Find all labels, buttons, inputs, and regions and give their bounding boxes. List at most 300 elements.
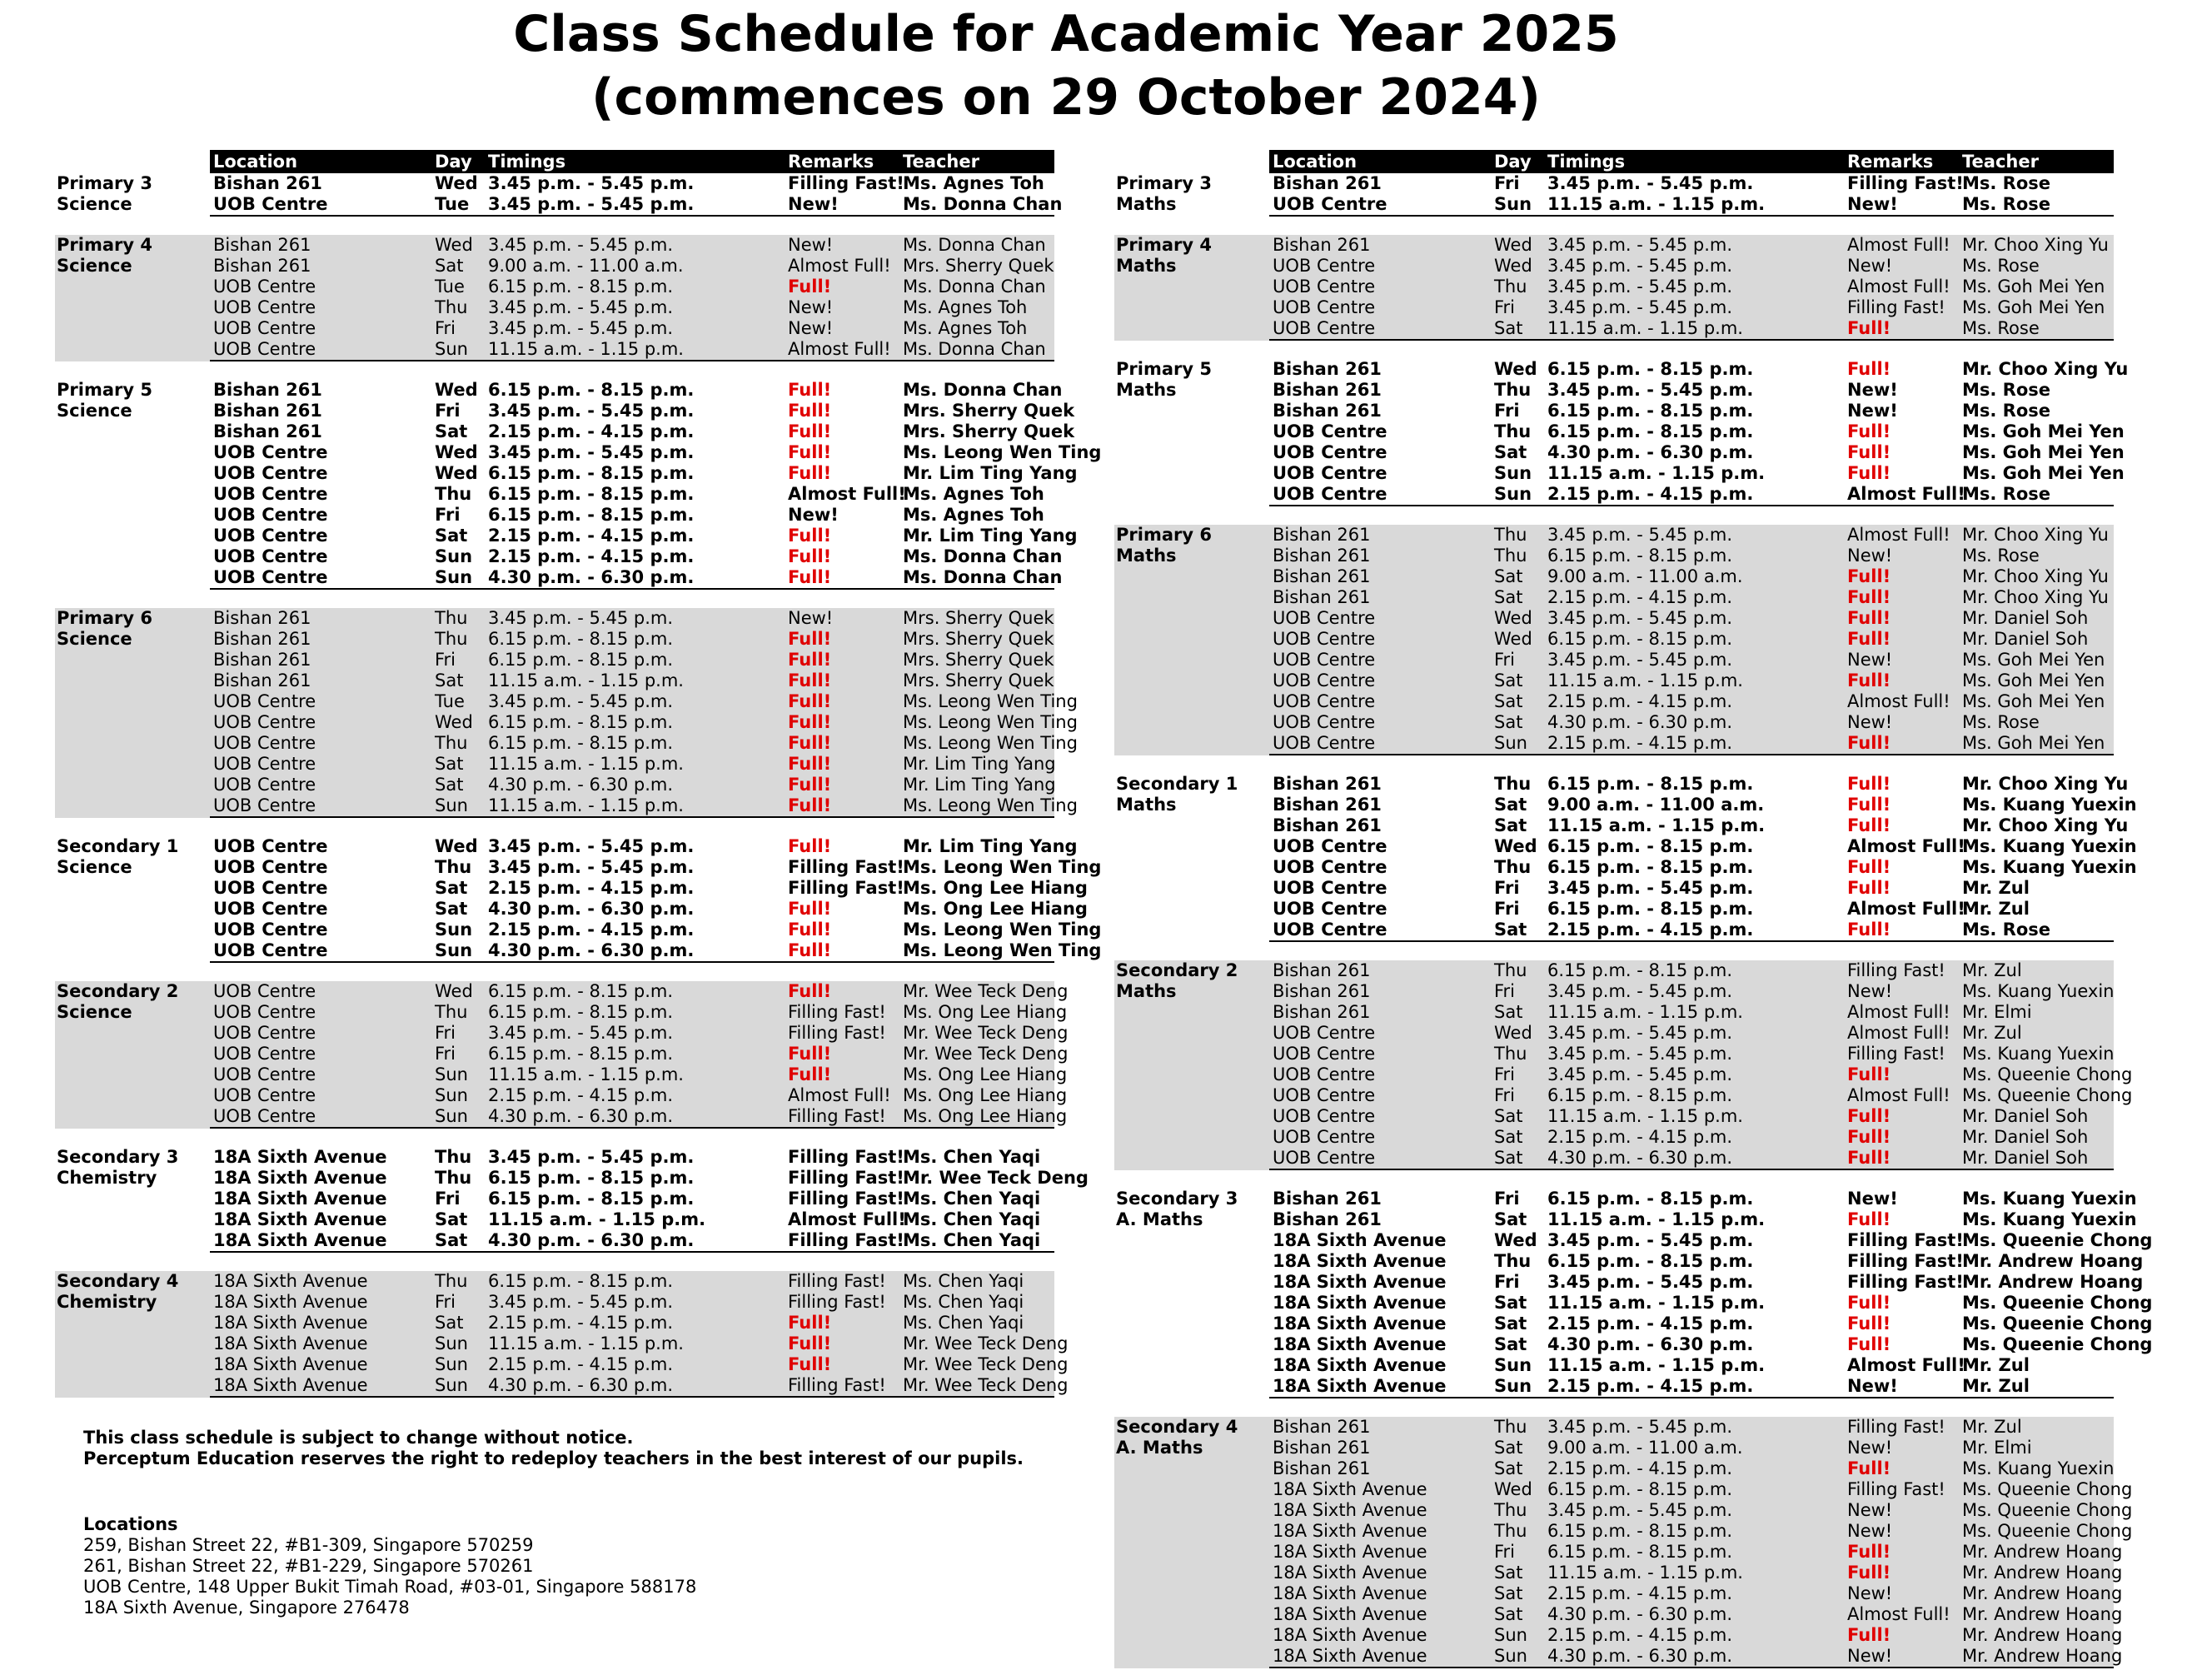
- cell-timings: 9.00 a.m. - 11.00 a.m.: [1547, 795, 1765, 815]
- cell-day: Sat: [435, 526, 468, 546]
- cell-timings: 3.45 p.m. - 5.45 p.m.: [1547, 1023, 1733, 1043]
- cell-remarks: Full!: [788, 775, 832, 795]
- table-row: [210, 1064, 1068, 1085]
- cell-day: Sat: [435, 878, 468, 898]
- cell-day: Fri: [1494, 899, 1520, 919]
- cell-day: Sat: [1494, 1127, 1523, 1147]
- cell-teacher: Ms. Rose: [1962, 256, 2040, 276]
- group-level: Secondary 3: [1116, 1189, 1238, 1209]
- cell-location: UOB Centre: [1273, 629, 1376, 649]
- cell-remarks: Full!: [788, 567, 832, 587]
- cell-day: Tue: [435, 194, 470, 214]
- cell-timings: 11.15 a.m. - 1.15 p.m.: [488, 339, 684, 359]
- group-level: Primary 4: [57, 235, 152, 255]
- cell-remarks: Full!: [1847, 1106, 1891, 1126]
- cell-teacher: Ms. Leong Wen Ting: [903, 691, 1078, 711]
- cell-timings: 3.45 p.m. - 5.45 p.m.: [1547, 878, 1754, 898]
- cell-remarks: Almost Full!: [788, 1085, 891, 1105]
- cell-remarks: Filling Fast!: [788, 1271, 886, 1291]
- cell-remarks: Full!: [1847, 421, 1891, 441]
- table-row: [210, 1292, 1054, 1313]
- cell-location: Bishan 261: [1273, 774, 1382, 794]
- cell-location: UOB Centre: [213, 1044, 316, 1064]
- table-row: [1269, 1085, 2133, 1106]
- cell-day: Thu: [1494, 960, 1527, 980]
- cell-remarks: Filling Fast!: [1847, 960, 1945, 980]
- cell-remarks: Full!: [788, 733, 832, 753]
- cell-timings: 6.15 p.m. - 8.15 p.m.: [488, 484, 695, 504]
- class-group: [1114, 525, 2197, 755]
- cell-day: Sun: [1494, 1646, 1527, 1666]
- cell-remarks: Filling Fast!: [1847, 1479, 1945, 1499]
- cell-day: Thu: [435, 1002, 468, 1022]
- cell-day: Thu: [1494, 857, 1532, 877]
- cell-location: UOB Centre: [1273, 920, 1387, 940]
- cell-teacher: Ms. Donna Chan: [903, 567, 1063, 587]
- cell-timings: 4.30 p.m. - 6.30 p.m.: [1547, 1604, 1733, 1624]
- cell-remarks: New!: [788, 608, 834, 628]
- group-label: [57, 608, 210, 650]
- cell-remarks: Full!: [788, 940, 832, 960]
- cell-location: Bishan 261: [1273, 981, 1371, 1001]
- table-row: [210, 546, 1063, 567]
- class-group: [55, 1271, 1138, 1398]
- table-row: [210, 878, 1088, 899]
- cell-location: Bishan 261: [1273, 546, 1371, 566]
- cell-remarks: Full!: [1847, 1625, 1891, 1645]
- table-row: [210, 795, 1078, 816]
- cell-remarks: Filling Fast!: [788, 1230, 904, 1250]
- cell-timings: 9.00 a.m. - 11.00 a.m.: [1547, 1438, 1743, 1458]
- cell-day: Sat: [435, 1209, 468, 1229]
- cell-remarks: Full!: [788, 671, 832, 690]
- cell-timings: 3.45 p.m. - 5.45 p.m.: [488, 1147, 695, 1167]
- cell-teacher: Ms. Leong Wen Ting: [903, 733, 1078, 753]
- cell-day: Sat: [1494, 1438, 1523, 1458]
- cell-teacher: Mr. Lim Ting Yang: [903, 836, 1078, 856]
- table-row: [1269, 691, 2114, 712]
- cell-teacher: Ms. Chen Yaqi: [903, 1313, 1024, 1333]
- table-row: [210, 691, 1078, 712]
- cell-teacher: Mr. Daniel Soh: [1962, 1127, 2089, 1147]
- cell-location: UOB Centre: [1273, 733, 1376, 753]
- cell-remarks: Filling Fast!: [788, 857, 904, 877]
- table-row: [1269, 1044, 2114, 1064]
- table-row: [210, 1209, 1054, 1230]
- table-row: [1269, 1334, 2153, 1355]
- cell-remarks: Almost Full!: [788, 1209, 906, 1229]
- cell-day: Fri: [1494, 1064, 1516, 1084]
- cell-timings: 6.15 p.m. - 8.15 p.m.: [1547, 1479, 1733, 1499]
- group-subject: A. Maths: [1116, 1438, 1203, 1458]
- group-label: [1116, 1417, 1269, 1458]
- table-row: [1269, 1148, 2114, 1169]
- cell-timings: 2.15 p.m. - 4.15 p.m.: [488, 920, 695, 940]
- cell-timings: 4.30 p.m. - 6.30 p.m.: [1547, 442, 1754, 462]
- table-row: [1269, 608, 2114, 629]
- cell-timings: 3.45 p.m. - 5.45 p.m.: [1547, 380, 1754, 400]
- cell-teacher: Ms. Queenie Chong: [1962, 1521, 2133, 1541]
- group-label: [1116, 235, 1269, 277]
- cell-day: Fri: [435, 1023, 456, 1043]
- cell-day: Sat: [1494, 1002, 1523, 1022]
- cell-timings: 3.45 p.m. - 5.45 p.m.: [488, 194, 695, 214]
- cell-teacher: Mr. Choo Xing Yu: [1962, 815, 2129, 835]
- cell-timings: 2.15 p.m. - 4.15 p.m.: [1547, 1458, 1733, 1478]
- cell-timings: 3.45 p.m. - 5.45 p.m.: [488, 401, 695, 421]
- cell-remarks: Filling Fast!: [1847, 1230, 1964, 1250]
- cell-location: 18A Sixth Avenue: [213, 1334, 368, 1353]
- cell-teacher: Ms. Kuang Yuexin: [1962, 981, 2115, 1001]
- cell-remarks: Filling Fast!: [788, 1106, 886, 1126]
- cell-day: Sun: [435, 940, 473, 960]
- cell-teacher: Ms. Queenie Chong: [1962, 1064, 2133, 1084]
- table-row: [1269, 1438, 2114, 1458]
- cell-remarks: Full!: [788, 401, 832, 421]
- cell-location: UOB Centre: [213, 567, 328, 587]
- cell-timings: 6.15 p.m. - 8.15 p.m.: [488, 733, 674, 753]
- cell-remarks: Full!: [1847, 1148, 1891, 1168]
- header-timings: Timings: [1547, 152, 1626, 172]
- group-level: Primary 5: [1116, 359, 1212, 379]
- cell-day: Fri: [435, 401, 461, 421]
- cell-remarks: Almost Full!: [1847, 691, 1950, 711]
- cell-remarks: Full!: [1847, 629, 1891, 649]
- group-rows: [210, 380, 1102, 590]
- cell-location: 18A Sixth Avenue: [213, 1230, 387, 1250]
- cell-day: Wed: [435, 712, 473, 732]
- table-row: [1269, 380, 2114, 401]
- cell-timings: 3.45 p.m. - 5.45 p.m.: [488, 836, 695, 856]
- table-row: [210, 442, 1102, 463]
- cell-day: Sat: [1494, 1209, 1527, 1229]
- cell-location: 18A Sixth Avenue: [1273, 1604, 1427, 1624]
- cell-location: 18A Sixth Avenue: [1273, 1314, 1447, 1334]
- location-address: 18A Sixth Avenue, Singapore 276478: [83, 1598, 410, 1618]
- cell-location: UOB Centre: [1273, 1064, 1376, 1084]
- cell-remarks: Full!: [1847, 733, 1891, 753]
- group-label: [57, 380, 210, 421]
- cell-location: UOB Centre: [1273, 1127, 1376, 1147]
- cell-remarks: Filling Fast!: [788, 1147, 904, 1167]
- cell-remarks: Almost Full!: [1847, 1023, 1950, 1043]
- cell-day: Sat: [1494, 795, 1527, 815]
- cell-location: UOB Centre: [1273, 277, 1376, 297]
- cell-teacher: Ms. Rose: [1962, 712, 2040, 732]
- table-row: [1269, 1064, 2133, 1085]
- cell-timings: 11.15 a.m. - 1.15 p.m.: [488, 671, 684, 690]
- table-row: [210, 526, 1078, 546]
- cell-remarks: New!: [1847, 194, 1898, 214]
- table-row: [210, 297, 1054, 318]
- cell-day: Wed: [1494, 235, 1532, 255]
- cell-day: Sat: [1494, 1604, 1523, 1624]
- cell-remarks: Full!: [788, 421, 832, 441]
- cell-timings: 2.15 p.m. - 4.15 p.m.: [1547, 484, 1754, 504]
- cell-teacher: Mr. Daniel Soh: [1962, 1148, 2089, 1168]
- cell-teacher: Mr. Choo Xing Yu: [1962, 235, 2109, 255]
- location-address: 261, Bishan Street 22, #B1-229, Singapore 570261: [83, 1556, 534, 1576]
- cell-timings: 2.15 p.m. - 4.15 p.m.: [1547, 1376, 1754, 1396]
- table-row: [1269, 484, 2114, 505]
- cell-remarks: New!: [1847, 546, 1893, 566]
- cell-day: Sun: [435, 1085, 468, 1105]
- cell-timings: 6.15 p.m. - 8.15 p.m.: [1547, 899, 1754, 919]
- cell-remarks: Full!: [788, 277, 832, 297]
- cell-day: Sat: [1494, 1563, 1523, 1583]
- cell-teacher: Ms. Leong Wen Ting: [903, 442, 1102, 462]
- cell-timings: 11.15 a.m. - 1.15 p.m.: [1547, 1563, 1743, 1583]
- table-row: [1269, 733, 2114, 754]
- cell-timings: 6.15 p.m. - 8.15 p.m.: [488, 1044, 674, 1064]
- table-row: [1269, 401, 2114, 421]
- class-group: [1114, 173, 2197, 217]
- cell-teacher: Ms. Leong Wen Ting: [903, 712, 1078, 732]
- cell-teacher: Ms. Chen Yaqi: [903, 1230, 1041, 1250]
- cell-day: Sat: [1494, 1334, 1527, 1354]
- cell-remarks: New!: [1847, 1583, 1893, 1603]
- table-row: [1269, 1542, 2123, 1563]
- table-row: [1269, 1127, 2114, 1148]
- cell-location: UOB Centre: [213, 505, 328, 525]
- class-group: [55, 173, 1138, 217]
- cell-timings: 6.15 p.m. - 8.15 p.m.: [1547, 960, 1733, 980]
- cell-remarks: New!: [788, 235, 834, 255]
- cell-day: Sun: [435, 1334, 468, 1353]
- cell-teacher: Ms. Ong Lee Hiang: [903, 1085, 1068, 1105]
- group-label: [1116, 359, 1269, 401]
- cell-teacher: Mr. Andrew Hoang: [1962, 1646, 2123, 1666]
- cell-remarks: Full!: [1847, 1563, 1891, 1583]
- cell-day: Sat: [1494, 1293, 1527, 1313]
- cell-location: UOB Centre: [213, 878, 328, 898]
- cell-location: UOB Centre: [213, 1064, 316, 1084]
- table-row: [1269, 318, 2114, 339]
- cell-teacher: Mr. Choo Xing Yu: [1962, 359, 2129, 379]
- cell-remarks: Full!: [1847, 1334, 1891, 1354]
- cell-day: Thu: [1494, 774, 1532, 794]
- table-row: [1269, 235, 2114, 256]
- cell-location: Bishan 261: [213, 235, 311, 255]
- table-row: [1269, 277, 2114, 297]
- group-rows: [210, 1271, 1069, 1398]
- cell-remarks: Full!: [788, 526, 832, 546]
- cell-remarks: Full!: [1847, 1209, 1891, 1229]
- right-schedule-table: [1114, 150, 2197, 1668]
- cell-teacher: Mr. Zul: [1962, 1355, 2030, 1375]
- cell-day: Fri: [435, 1044, 456, 1064]
- cell-timings: 11.15 a.m. - 1.15 p.m.: [488, 795, 684, 815]
- cell-location: UOB Centre: [1273, 712, 1376, 732]
- cell-day: Sat: [1494, 920, 1527, 940]
- cell-timings: 3.45 p.m. - 5.45 p.m.: [1547, 297, 1733, 317]
- class-group: [1114, 235, 2197, 341]
- cell-timings: 6.15 p.m. - 8.15 p.m.: [488, 505, 695, 525]
- cell-remarks: Full!: [788, 691, 832, 711]
- cell-remarks: Full!: [788, 920, 832, 940]
- cell-day: Thu: [435, 608, 468, 628]
- table-row: [210, 899, 1088, 920]
- table-row: [1269, 546, 2114, 566]
- cell-teacher: Mr. Lim Ting Yang: [903, 526, 1078, 546]
- cell-timings: 3.45 p.m. - 5.45 p.m.: [1547, 608, 1733, 628]
- group-rows: [210, 173, 1063, 217]
- group-subject: Science: [57, 256, 132, 276]
- cell-location: Bishan 261: [213, 173, 322, 193]
- group-rows: [1269, 173, 2114, 217]
- table-row: [210, 920, 1102, 940]
- cell-teacher: Mr. Zul: [1962, 1417, 2022, 1437]
- cell-day: Wed: [435, 836, 478, 856]
- cell-day: Sat: [1494, 1106, 1523, 1126]
- cell-day: Wed: [1494, 629, 1532, 649]
- cell-remarks: Full!: [1847, 359, 1891, 379]
- cell-timings: 6.15 p.m. - 8.15 p.m.: [488, 1271, 674, 1291]
- cell-remarks: Full!: [1847, 774, 1891, 794]
- table-row: [1269, 1293, 2153, 1314]
- notice-line: Perceptum Education reserves the right to redeploy teachers in the best interest of our pupils.: [83, 1448, 1024, 1468]
- table-row: [1269, 463, 2125, 484]
- cell-location: UOB Centre: [1273, 194, 1387, 214]
- cell-timings: 4.30 p.m. - 6.30 p.m.: [488, 899, 695, 919]
- cell-teacher: Ms. Donna Chan: [903, 235, 1046, 255]
- cell-day: Fri: [1494, 297, 1516, 317]
- cell-location: UOB Centre: [213, 1023, 316, 1043]
- cell-location: UOB Centre: [1273, 691, 1376, 711]
- cell-location: 18A Sixth Avenue: [1273, 1376, 1447, 1396]
- cell-timings: 3.45 p.m. - 5.45 p.m.: [1547, 1500, 1733, 1520]
- cell-timings: 4.30 p.m. - 6.30 p.m.: [1547, 1148, 1733, 1168]
- cell-day: Thu: [1494, 1251, 1532, 1271]
- cell-remarks: Almost Full!: [1847, 899, 1965, 919]
- cell-teacher: Ms. Ong Lee Hiang: [903, 878, 1088, 898]
- cell-day: Thu: [1494, 1044, 1527, 1064]
- cell-location: Bishan 261: [1273, 795, 1382, 815]
- cell-timings: 3.45 p.m. - 5.45 p.m.: [1547, 235, 1733, 255]
- cell-timings: 6.15 p.m. - 8.15 p.m.: [1547, 1251, 1754, 1271]
- cell-remarks: Almost Full!: [1847, 1355, 1965, 1375]
- table-row: [1269, 359, 2129, 380]
- cell-remarks: Full!: [1847, 1458, 1891, 1478]
- left-schedule-body: [55, 173, 1138, 1398]
- cell-remarks: New!: [1847, 1500, 1893, 1520]
- table-row: [210, 712, 1078, 733]
- table-row: [210, 1044, 1069, 1064]
- cell-timings: 2.15 p.m. - 4.15 p.m.: [1547, 1625, 1733, 1645]
- cell-teacher: Mrs. Sherry Quek: [903, 608, 1054, 628]
- header-remarks: Remarks: [1847, 152, 1934, 172]
- group-subject: Maths: [1116, 981, 1177, 1001]
- cell-day: Sun: [1494, 1376, 1532, 1396]
- table-row: [210, 256, 1054, 277]
- cell-timings: 4.30 p.m. - 6.30 p.m.: [488, 567, 695, 587]
- cell-day: Sat: [1494, 815, 1527, 835]
- table-row: [210, 733, 1078, 754]
- group-subject: Science: [57, 1002, 132, 1022]
- table-row: [210, 629, 1054, 650]
- cell-location: Bishan 261: [1273, 1438, 1371, 1458]
- cell-teacher: Mrs. Sherry Quek: [903, 671, 1054, 690]
- class-group: [1114, 1417, 2197, 1668]
- cell-timings: 4.30 p.m. - 6.30 p.m.: [1547, 712, 1733, 732]
- cell-teacher: Ms. Agnes Toh: [903, 484, 1044, 504]
- cell-teacher: Ms. Leong Wen Ting: [903, 920, 1102, 940]
- table-row: [1269, 981, 2114, 1002]
- table-row: [1269, 650, 2114, 671]
- cell-timings: 11.15 a.m. - 1.15 p.m.: [488, 1334, 684, 1353]
- cell-day: Fri: [435, 318, 456, 338]
- cell-timings: 9.00 a.m. - 11.00 a.m.: [488, 256, 684, 276]
- cell-remarks: New!: [1847, 712, 1893, 732]
- cell-timings: 3.45 p.m. - 5.45 p.m.: [1547, 277, 1733, 297]
- cell-timings: 6.15 p.m. - 8.15 p.m.: [1547, 1542, 1733, 1562]
- cell-teacher: Ms. Queenie Chong: [1962, 1293, 2153, 1313]
- cell-teacher: Ms. Ong Lee Hiang: [903, 1002, 1068, 1022]
- group-label: [57, 981, 210, 1023]
- cell-day: Fri: [1494, 1272, 1520, 1292]
- cell-teacher: Ms. Donna Chan: [903, 339, 1046, 359]
- table-row: [1269, 878, 2114, 899]
- cell-location: UOB Centre: [213, 691, 316, 711]
- cell-remarks: New!: [1847, 256, 1893, 276]
- cell-location: UOB Centre: [213, 1106, 316, 1126]
- cell-teacher: Mrs. Sherry Quek: [903, 401, 1075, 421]
- cell-day: Thu: [1494, 1417, 1527, 1437]
- cell-location: 18A Sixth Avenue: [1273, 1521, 1427, 1541]
- cell-day: Sun: [435, 795, 468, 815]
- cell-teacher: Ms. Donna Chan: [903, 194, 1063, 214]
- cell-remarks: Full!: [788, 650, 832, 670]
- cell-remarks: Full!: [788, 546, 832, 566]
- group-rows: [210, 235, 1054, 361]
- cell-timings: 2.15 p.m. - 4.15 p.m.: [1547, 920, 1754, 940]
- cell-location: Bishan 261: [213, 650, 311, 670]
- cell-day: Sat: [435, 671, 464, 690]
- cell-remarks: Filling Fast!: [1847, 1272, 1964, 1292]
- group-level: Secondary 3: [57, 1147, 179, 1167]
- cell-teacher: Mr. Wee Teck Deng: [903, 1044, 1069, 1064]
- cell-day: Tue: [435, 277, 465, 297]
- group-subject: Maths: [1116, 795, 1177, 815]
- cell-remarks: Full!: [788, 899, 832, 919]
- cell-day: Sun: [435, 567, 473, 587]
- table-row: [210, 836, 1078, 857]
- cell-day: Thu: [1494, 525, 1527, 545]
- header-remarks: Remarks: [788, 152, 874, 172]
- cell-timings: 6.15 p.m. - 8.15 p.m.: [488, 380, 695, 400]
- cell-timings: 6.15 p.m. - 8.15 p.m.: [488, 277, 674, 297]
- cell-timings: 6.15 p.m. - 8.15 p.m.: [1547, 774, 1754, 794]
- cell-location: UOB Centre: [1273, 836, 1387, 856]
- cell-location: 18A Sixth Avenue: [213, 1313, 368, 1333]
- cell-remarks: Full!: [788, 442, 832, 462]
- cell-remarks: Filling Fast!: [1847, 173, 1964, 193]
- group-level: Primary 4: [1116, 235, 1212, 255]
- cell-timings: 4.30 p.m. - 6.30 p.m.: [488, 1106, 674, 1126]
- table-row: [1269, 525, 2114, 546]
- cell-remarks: New!: [1847, 401, 1898, 421]
- cell-day: Sat: [435, 754, 464, 774]
- table-row: [210, 650, 1054, 671]
- table-row: [210, 567, 1063, 588]
- cell-remarks: Almost Full!: [1847, 1002, 1950, 1022]
- cell-teacher: Mr. Wee Teck Deng: [903, 1354, 1069, 1374]
- header-timings: Timings: [488, 152, 566, 172]
- cell-timings: 2.15 p.m. - 4.15 p.m.: [1547, 587, 1733, 607]
- cell-remarks: Full!: [1847, 795, 1891, 815]
- cell-remarks: Almost Full!: [788, 256, 891, 276]
- cell-teacher: Mr. Wee Teck Deng: [903, 1023, 1069, 1043]
